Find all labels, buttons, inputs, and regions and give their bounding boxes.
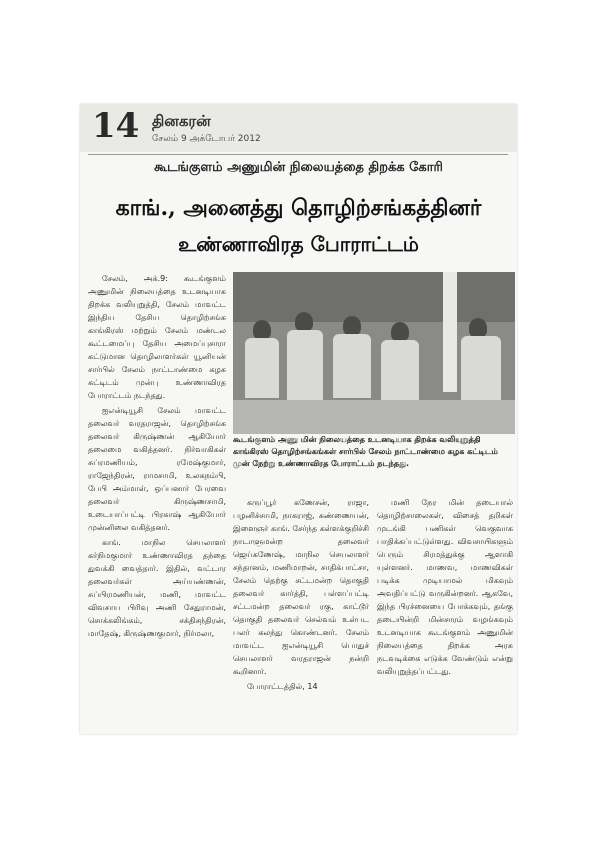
article-headline — [80, 190, 517, 262]
dateline: சேலம் 9 அக்டோபர் 2012 — [152, 134, 261, 144]
photo-banner — [443, 272, 457, 392]
photo-figure — [343, 316, 361, 336]
paragraph: காங். மாநில செயலாளர் கர்நிமகுமார் உண்ணாவிரத தந்தை துவக்கி வைத்தார். இதில், வட்டார தலைவர்கள் அய்யண்ணன், சுப்பிரமணியன், மணி, மாவட்ட விவசாய பிரிவு அணி சேதுராமன், சொக்கலிங்கம், சக்திசந்திரன், மாதேஷ், கிருஷ்ணகுமார், நிர்மலா, — [88, 538, 226, 638]
photo-figure — [391, 322, 409, 342]
headline-line-2: உண்ணாவிரத போராட்டம் — [178, 232, 419, 256]
paragraph: சேலம், அக்.9: கூடங்குளம் அணுமின் நிலையத்தை உடனடியாக திறக்க வலியுறுத்தி, சேலம் மாவட்ட இந்திய தேசிய தொழிற்சங்க காங்கிரஸ் மற்றும் சேலம் மண்டல கூட்டமைப்பு தேசிய அமைப்புசாரா கட்டுமான தொழிலாளர்கள் யூனியன் சார்பில் சேலம் நாட்டாண்மை கழக கட்டிடம் முன்பு உண்ணாவிரத போராட்டம் நடந்தது. — [88, 274, 226, 400]
paragraph: போராட்டத்தில், 14 — [247, 682, 318, 691]
article-column-1 — [88, 272, 226, 728]
photo-foreground — [233, 400, 515, 434]
photo-figure — [381, 340, 419, 400]
photo-figure — [287, 330, 323, 400]
newspaper-name: தினகரன் — [152, 112, 211, 130]
page-number: 14 — [92, 106, 140, 146]
masthead-divider — [88, 154, 508, 155]
paragraph: மணி நேர மின் தடையால் தொழிற்சாலைகள், விசைத் தறிகள் முடங்கி பணிகள் வெகுவாக பாதிக்கப்பட்டுள்ளது. விவசாயிகளும் பெரும் சிரமத்துக்கு ஆளாகி யுள்ளனர். மாணவ, மாணவிகள் படிக்க முடியாமல் மிகவும் அவதிப்பட்டு வருகின்றனர். ஆகவே, இந்த பிரச்னையை போக்கவும், தங்கு தடையின்றி மின்சாரம் வழங்கவும் உடனடியாக கூடங்குளம் அணுமின் நிலையத்தை திறக்க அரசு நடவடிக்கை எடுக்க வேண்டும் என்று வலியுறுத்தப்பட்டது. — [377, 498, 513, 676]
headline-line-1: காங்., அனைத்து தொழிற்சங்கத்தினர் — [115, 195, 482, 221]
photo-figure — [333, 334, 371, 398]
paragraph: கருப்பூர் கணேசன், ராஜா, பழனிச்சாமி, நாகராஜ், கண்ணையன், இளைஞர் காங். சேர்ந்த கள்ளக்குறிச்சி நாடாளுமன்ற தலைவர் ஜெய்கணேஷ், மாநில செயலாளர் சந்தானம், மணிமாறன், சாதிக்பாட்சா, சேலம் தெற்கு சட்டமன்ற தொகுதி தலைவர் கார்த்தி, பள்ளப்பட்டி சட்டமன்ற தலைவர் ரகு, காட்டூர் தொகுதி தலைவர் செல்வம் உள்பட பலர் கலந்து கொண்டனர். சேலம் மாவட்ட ஐஎன்டியூசி பொதுச் செயலாளர் வரதராஜன் நன்றி கூறினார். — [233, 498, 369, 676]
photo-caption: கூடங்குளம் அணு மின் நிலையத்தை உடனடியாக திறக்க வலியுறுத்தி காங்கிரஸ் தொழிற்சங்கங்கள் சார்பில் சேலம் நாட்டாண்மை கழக கட்டிடம் முன் நேற்று உண்ணாவிரத போராட்டம் நடந்தது. — [233, 435, 498, 468]
article-column-2 — [233, 496, 369, 728]
photo-figure — [295, 312, 313, 332]
photo-figure — [461, 336, 501, 406]
paragraph: ஐஎன்டியூசி சேலம் மாவட்ட தலைவர் வரதராஜன், தொழிற்சங்க தலைவர் கிருஷ்ணன் ஆகியோர் தலைமை வகித்தனர். நிர்வாகிகள் சுப்ரமணியம், ரமேஷ்குமார், ராஜேந்திரன், ராமசாமி, உலகநம்பி, பேபி அம்மாள், ஒப்பனார் பேரவை தலைவர் கிருஷ்ணசாமி, உடையாப்பட்டி பிரகாஷ் ஆகியோர் முன்னிலை வகித்தனர். — [88, 406, 226, 532]
photo-figure — [253, 320, 271, 340]
article-column-3 — [377, 496, 513, 728]
photo-figure — [469, 318, 487, 338]
photo-background — [233, 272, 515, 322]
masthead — [80, 104, 517, 152]
newspaper-clipping — [80, 104, 517, 734]
photo-figure — [245, 338, 279, 398]
protest-photo — [233, 272, 515, 434]
article-kicker: கூடங்குளம் அணுமின் நிலையத்தை திறக்க கோரி — [154, 160, 443, 175]
